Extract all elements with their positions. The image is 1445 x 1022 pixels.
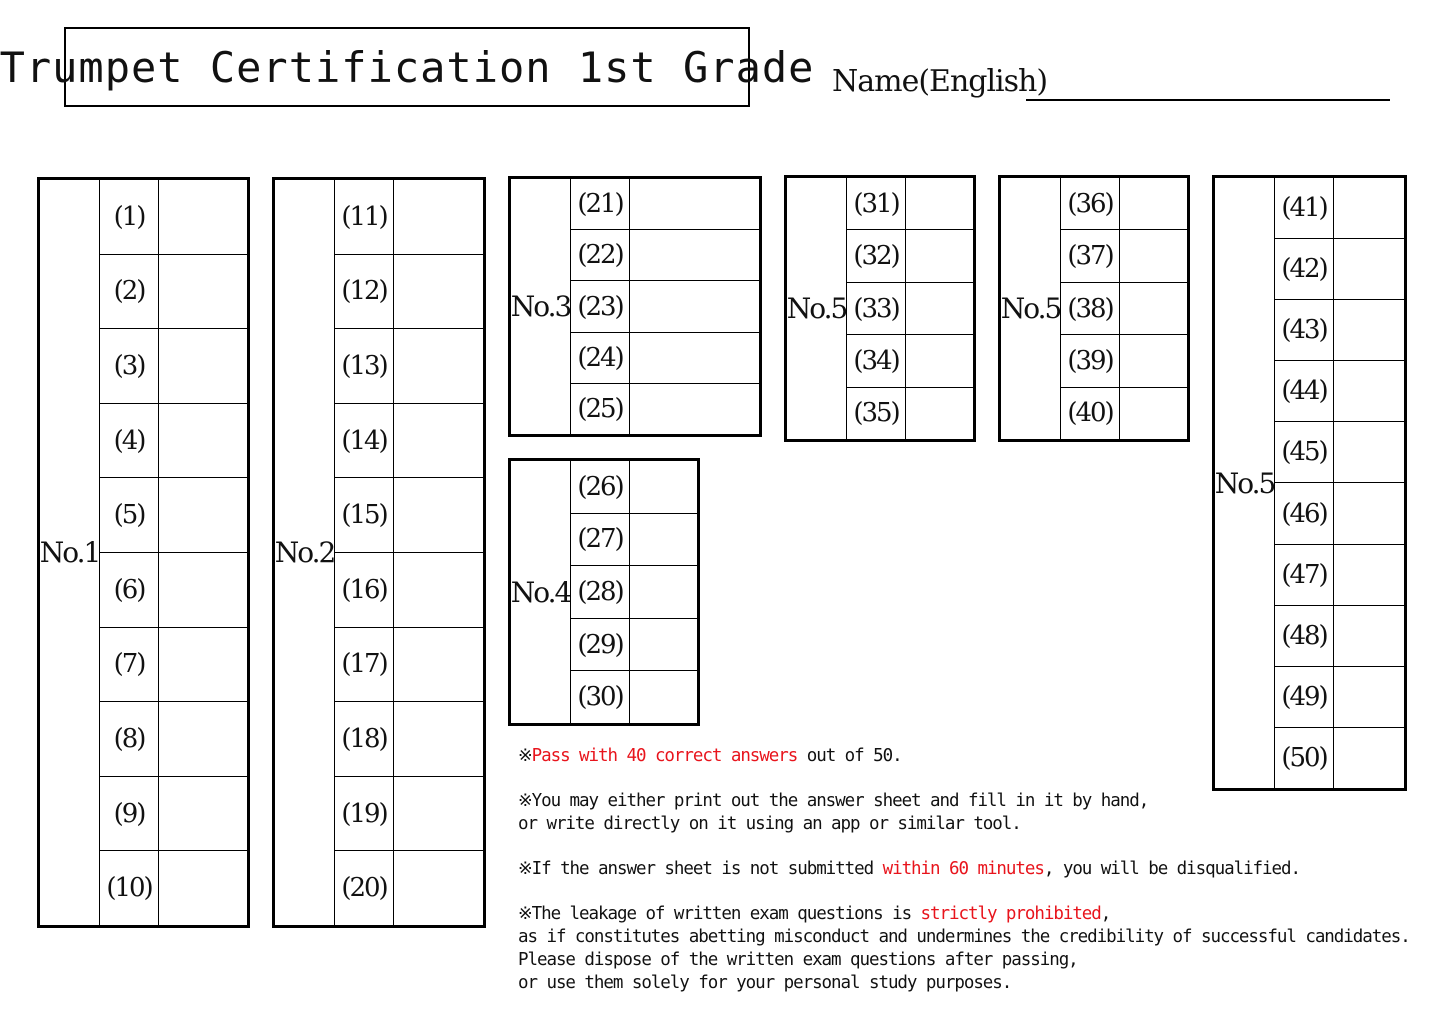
answer-cell[interactable] <box>906 283 973 334</box>
question-row <box>1061 334 1187 386</box>
note-pass <box>518 745 1418 768</box>
question-row <box>1275 360 1404 421</box>
note-time-suffix: , you will be disqualified. <box>1043 859 1300 879</box>
question-row <box>335 552 483 627</box>
question-table <box>334 180 483 925</box>
answer-cell[interactable] <box>906 178 973 229</box>
question-number: (46) <box>1275 483 1334 543</box>
question-row <box>335 403 483 478</box>
question-number: (27) <box>571 514 630 566</box>
question-row <box>335 477 483 552</box>
answer-cell[interactable] <box>630 384 759 434</box>
section-label: No.3 <box>510 290 571 323</box>
question-number: (35) <box>847 388 906 439</box>
question-number: (36) <box>1061 178 1120 229</box>
question-number: (12) <box>335 255 394 329</box>
answer-cell[interactable] <box>394 628 483 702</box>
answer-cell[interactable] <box>1120 388 1187 439</box>
question-number: (2) <box>100 255 159 329</box>
note-pass-highlight: Pass with 40 correct answers <box>531 746 798 766</box>
question-number: (11) <box>335 180 394 254</box>
question-number: (7) <box>100 628 159 702</box>
question-row <box>571 565 697 618</box>
answer-cell[interactable] <box>394 702 483 776</box>
note-leak-line3: Please dispose of the written exam questions after passing, <box>518 950 1078 970</box>
answer-cell[interactable] <box>1334 545 1404 605</box>
question-row <box>847 387 973 439</box>
answer-cell[interactable] <box>1120 335 1187 386</box>
answer-cell[interactable] <box>630 281 759 331</box>
answer-cell[interactable] <box>1120 230 1187 281</box>
answer-cell[interactable] <box>159 404 247 478</box>
answer-cell[interactable] <box>630 230 759 280</box>
answer-cell[interactable] <box>159 553 247 627</box>
question-number: (4) <box>100 404 159 478</box>
question-number: (20) <box>335 851 394 925</box>
question-number: (3) <box>100 329 159 403</box>
answer-cell[interactable] <box>630 619 697 671</box>
question-row <box>571 229 759 280</box>
answer-cell[interactable] <box>906 388 973 439</box>
answer-cell[interactable] <box>394 180 483 254</box>
answer-cell[interactable] <box>159 628 247 702</box>
question-number: (47) <box>1275 545 1334 605</box>
question-row <box>335 850 483 925</box>
answer-cell[interactable] <box>159 180 247 254</box>
note-leak-line2: as if constitutes abetting misconduct and undermines the credibility of successful candidates. <box>518 927 1410 947</box>
answer-cell[interactable] <box>630 461 697 513</box>
question-row <box>100 701 247 776</box>
answer-cell[interactable] <box>394 553 483 627</box>
answer-cell[interactable] <box>1334 361 1404 421</box>
name-input-line[interactable] <box>1026 99 1390 101</box>
question-number: (23) <box>571 281 630 331</box>
note-leak-highlight: strictly prohibited <box>920 904 1101 924</box>
answer-cell[interactable] <box>630 671 697 723</box>
section-label: No.5 <box>1214 466 1275 500</box>
question-number: (40) <box>1061 388 1120 439</box>
answer-cell[interactable] <box>394 777 483 851</box>
note-leak-line4: or use them solely for your personal study purposes. <box>518 973 1012 993</box>
question-row <box>847 334 973 386</box>
note-pass-suffix: out of 50. <box>797 746 902 766</box>
question-row <box>100 627 247 702</box>
question-row <box>1275 666 1404 727</box>
answer-cell[interactable] <box>159 255 247 329</box>
question-row <box>571 332 759 383</box>
answer-cell[interactable] <box>906 335 973 386</box>
question-table <box>1274 178 1404 788</box>
section-label: No.1 <box>39 536 100 569</box>
answer-cell[interactable] <box>1334 606 1404 666</box>
note-pass-prefix: ※ <box>518 746 532 766</box>
note-time-limit <box>518 858 1418 881</box>
question-row <box>335 254 483 329</box>
question-number: (21) <box>571 179 630 229</box>
section-no5-b <box>998 175 1190 442</box>
answer-cell[interactable] <box>159 478 247 552</box>
title-box <box>0 27 815 107</box>
question-row <box>335 180 483 254</box>
question-table <box>1060 178 1187 439</box>
question-row <box>335 776 483 851</box>
question-number: (5) <box>100 478 159 552</box>
answer-cell[interactable] <box>630 514 697 566</box>
question-row <box>1275 299 1404 360</box>
question-number: (8) <box>100 702 159 776</box>
answer-cell[interactable] <box>394 255 483 329</box>
question-row <box>335 701 483 776</box>
question-row <box>335 627 483 702</box>
section-no2 <box>272 177 486 928</box>
question-row <box>100 180 247 254</box>
answer-cell[interactable] <box>1120 178 1187 229</box>
section-label: No.4 <box>510 575 571 609</box>
question-row <box>1275 421 1404 482</box>
question-table <box>99 180 247 925</box>
question-row <box>571 513 697 566</box>
section-label: No.2 <box>274 536 335 569</box>
question-row <box>571 179 759 229</box>
answer-cell[interactable] <box>630 566 697 618</box>
section-no3 <box>508 176 762 437</box>
answer-cell[interactable] <box>1334 483 1404 543</box>
question-row <box>100 477 247 552</box>
question-number: (50) <box>1275 728 1334 788</box>
answer-cell[interactable] <box>394 851 483 925</box>
question-row <box>100 850 247 925</box>
question-row <box>1275 544 1404 605</box>
page-title: Trumpet Certification 1st Grade <box>0 42 815 92</box>
question-number: (37) <box>1061 230 1120 281</box>
question-number: (10) <box>100 851 159 925</box>
note-time-highlight: within 60 minutes <box>882 859 1044 879</box>
question-row <box>100 254 247 329</box>
question-row <box>335 328 483 403</box>
question-row <box>1275 605 1404 666</box>
answer-cell[interactable] <box>1334 300 1404 360</box>
question-row <box>1061 229 1187 281</box>
answer-cell[interactable] <box>394 404 483 478</box>
question-row <box>847 229 973 281</box>
question-number: (38) <box>1061 283 1120 334</box>
question-number: (28) <box>571 566 630 618</box>
question-number: (29) <box>571 619 630 671</box>
answer-cell[interactable] <box>1334 667 1404 727</box>
question-number: (44) <box>1275 361 1334 421</box>
section-no5-c <box>1212 175 1407 791</box>
answer-cell[interactable] <box>1334 178 1404 238</box>
answer-cell[interactable] <box>906 230 973 281</box>
question-row <box>1061 387 1187 439</box>
question-row <box>1275 482 1404 543</box>
note-submit-line2: or write directly on it using an app or similar tool. <box>518 814 1021 834</box>
answer-cell[interactable] <box>394 329 483 403</box>
question-number: (26) <box>571 461 630 513</box>
question-table <box>570 461 697 723</box>
question-number: (42) <box>1275 239 1334 299</box>
answer-cell[interactable] <box>159 702 247 776</box>
question-number: (30) <box>571 671 630 723</box>
answer-cell[interactable] <box>1334 422 1404 482</box>
question-number: (15) <box>335 478 394 552</box>
question-number: (24) <box>571 333 630 383</box>
question-number: (1) <box>100 180 159 254</box>
question-number: (41) <box>1275 178 1334 238</box>
question-number: (6) <box>100 553 159 627</box>
question-row <box>100 552 247 627</box>
section-no4 <box>508 458 700 726</box>
question-table <box>846 178 973 439</box>
question-number: (14) <box>335 404 394 478</box>
note-leak-suffix: , <box>1100 904 1111 924</box>
question-row <box>571 670 697 723</box>
note-submit-method <box>518 790 1418 836</box>
answer-cell[interactable] <box>630 333 759 383</box>
section-no5-a <box>784 175 976 442</box>
question-row <box>847 178 973 229</box>
answer-cell[interactable] <box>1120 283 1187 334</box>
question-row <box>847 282 973 334</box>
question-number: (31) <box>847 178 906 229</box>
section-label: No.5 <box>786 292 847 325</box>
question-number: (49) <box>1275 667 1334 727</box>
question-number: (22) <box>571 230 630 280</box>
question-number: (39) <box>1061 335 1120 386</box>
note-time-prefix: ※If the answer sheet is not submitted <box>518 859 883 879</box>
question-number: (16) <box>335 553 394 627</box>
section-label: No.5 <box>1000 292 1061 325</box>
question-number: (17) <box>335 628 394 702</box>
section-no1 <box>37 177 250 928</box>
question-row <box>1275 178 1404 238</box>
question-number: (33) <box>847 283 906 334</box>
question-number: (43) <box>1275 300 1334 360</box>
question-number: (32) <box>847 230 906 281</box>
answer-cell[interactable] <box>159 851 247 925</box>
question-row <box>571 383 759 434</box>
question-row <box>100 776 247 851</box>
question-number: (48) <box>1275 606 1334 666</box>
question-row <box>571 461 697 513</box>
question-row <box>100 403 247 478</box>
question-row <box>100 328 247 403</box>
question-number: (25) <box>571 384 630 434</box>
note-submit-line1: ※You may either print out the answer sheet and fill in it by hand, <box>518 791 1149 811</box>
question-number: (19) <box>335 777 394 851</box>
question-number: (45) <box>1275 422 1334 482</box>
question-row <box>1061 178 1187 229</box>
question-number: (34) <box>847 335 906 386</box>
question-row <box>1275 238 1404 299</box>
question-number: (18) <box>335 702 394 776</box>
question-row <box>571 280 759 331</box>
note-leak-prefix: ※The leakage of written exam questions is <box>518 904 921 924</box>
question-number: (9) <box>100 777 159 851</box>
answer-cell[interactable] <box>630 179 759 229</box>
answer-cell[interactable] <box>1334 239 1404 299</box>
answer-cell[interactable] <box>159 777 247 851</box>
question-number: (13) <box>335 329 394 403</box>
note-leakage <box>518 903 1418 995</box>
question-table <box>570 179 759 434</box>
question-row <box>1061 282 1187 334</box>
question-row <box>571 618 697 671</box>
answer-cell[interactable] <box>394 478 483 552</box>
instructions <box>518 745 1418 1017</box>
answer-cell[interactable] <box>159 329 247 403</box>
name-label: Name(English) <box>832 64 1048 99</box>
